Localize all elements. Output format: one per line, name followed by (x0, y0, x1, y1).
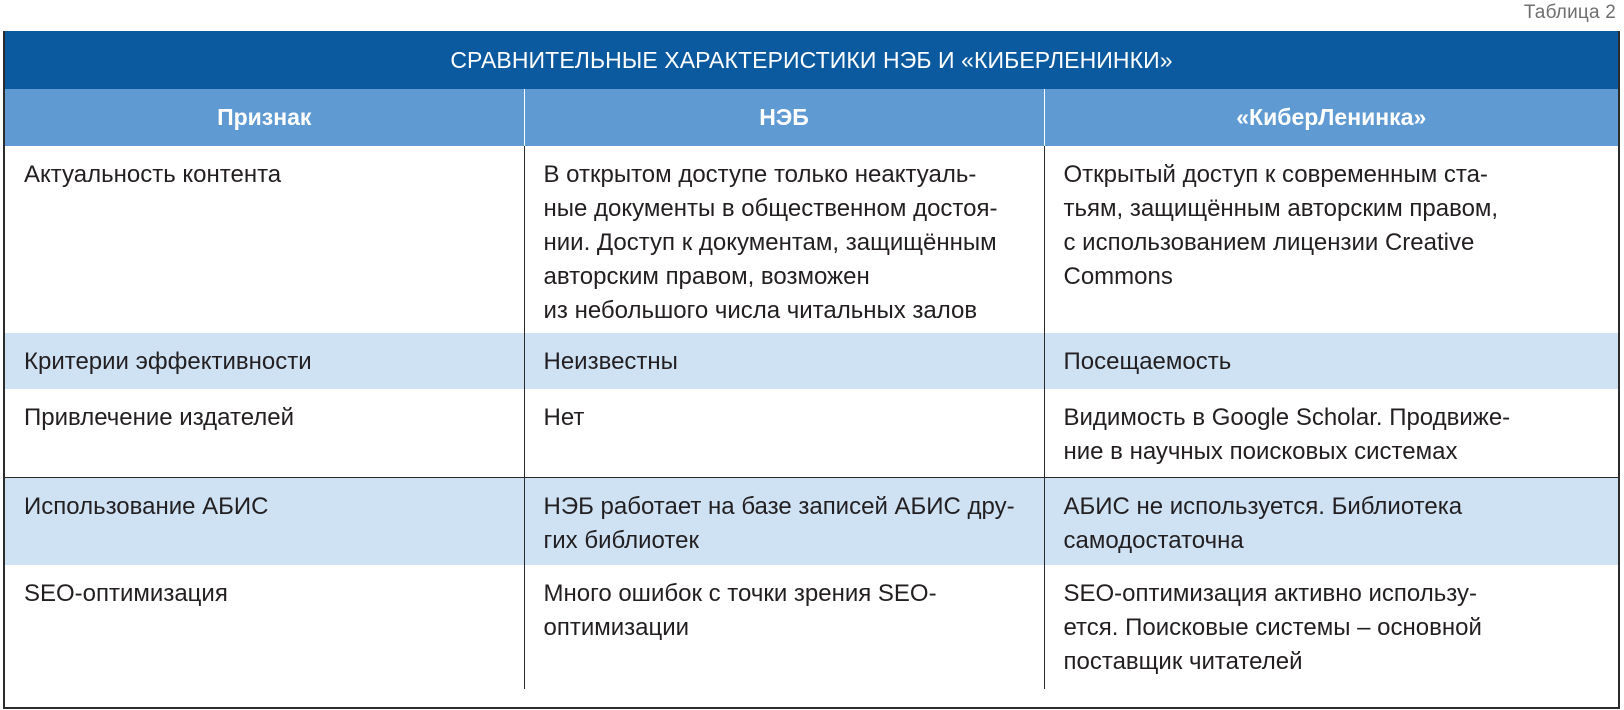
cell-line: Использование АБИС (24, 492, 269, 520)
feature-cell (5, 389, 524, 477)
cell-line: ние в научных поисковых системах (1063, 438, 1458, 465)
cell-line: Видимость в Google Scholar. Продвиже- (1063, 404, 1511, 431)
table-row (5, 333, 1618, 389)
cell-line: SEO-оптимизация (24, 580, 228, 607)
table-row (5, 477, 1618, 565)
column-header-feature: Признак (5, 89, 524, 146)
cell-line: Актуальность контента (24, 161, 282, 188)
table-row (5, 146, 1618, 333)
feature-cell (5, 146, 524, 333)
neb-cell (524, 146, 1044, 333)
table-title-row (5, 31, 1618, 89)
cell-line: НЭБ работает на базе записей АБИС дру- (543, 492, 1015, 520)
cell-line: оптимизации (543, 614, 690, 641)
cell-line: нии. Доступ к документам, защищённым (543, 229, 997, 256)
neb-cell (524, 333, 1044, 389)
comparison-table (3, 31, 1620, 709)
cell-line: Много ошибок с точки зрения SEO- (543, 580, 937, 607)
cell-line: SEO-оптимизация активно использу- (1063, 580, 1477, 607)
cell-line: Посещаемость (1063, 348, 1232, 375)
cell-line: тьям, защищённым авторским правом, (1063, 195, 1499, 222)
table-number: Таблица 2 (1523, 2, 1616, 23)
table-header-row (5, 89, 1618, 146)
cell-line: Commons (1063, 263, 1173, 290)
cyberleninka-cell (1044, 333, 1618, 389)
cell-line: Привлечение издателей (24, 404, 295, 431)
cyberleninka-cell (1044, 565, 1618, 689)
neb-cell (524, 565, 1044, 689)
cell-line: поставщик читателей (1063, 648, 1303, 675)
cell-line: В открытом доступе только неактуаль- (543, 161, 977, 188)
cell-line: гих библиотек (543, 526, 699, 554)
cell-line: Критерии эффективности (24, 348, 312, 375)
cell-line: Открытый доступ к современным ста- (1063, 161, 1488, 188)
cell-line: самодостаточна (1063, 526, 1244, 554)
neb-cell (524, 389, 1044, 477)
cyberleninka-cell (1044, 389, 1618, 477)
feature-cell (5, 565, 524, 689)
table-title: СРАВНИТЕЛЬНЫЕ ХАРАКТЕРИСТИКИ НЭБ И «КИБЕРЛЕНИНКИ» (5, 31, 1618, 89)
column-header-cyberleninka: «КиберЛенинка» (1044, 89, 1618, 146)
cell-line: Неизвестны (543, 348, 678, 375)
cell-line: авторским правом, возможен (543, 263, 870, 290)
neb-cell (524, 477, 1044, 565)
table-row (5, 389, 1618, 477)
cyberleninka-cell (1044, 477, 1618, 565)
cell-line: с использованием лицензии Creative (1063, 229, 1475, 256)
cyberleninka-cell (1044, 146, 1618, 333)
feature-cell (5, 477, 524, 565)
cell-line: Нет (543, 404, 585, 431)
cell-line: АБИС не используется. Библиотека (1063, 492, 1463, 520)
cell-line: ные документы в общественном достоя- (543, 195, 998, 222)
cell-line: ется. Поисковые системы – основной (1063, 614, 1482, 641)
feature-cell (5, 333, 524, 389)
table-row (5, 565, 1618, 689)
cell-line: из небольшого числа читальных залов (543, 297, 978, 324)
column-header-neb: НЭБ (524, 89, 1044, 146)
